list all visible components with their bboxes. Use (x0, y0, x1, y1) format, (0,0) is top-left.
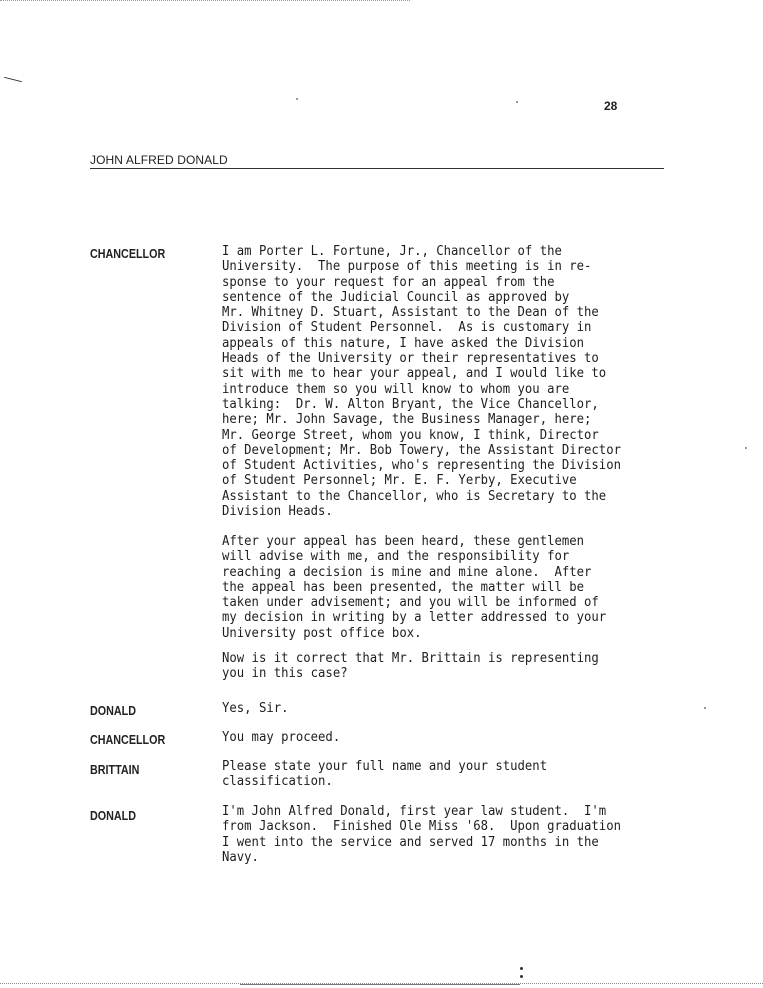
speaker-label: BRITTAIN (90, 763, 140, 777)
speaker-label: CHANCELLOR (90, 733, 166, 747)
speech-paragraph: You may proceed. (222, 730, 341, 745)
scan-speck (745, 447, 747, 449)
page-header-name: JOHN ALFRED DONALD (90, 153, 228, 167)
speaker-label: DONALD (90, 704, 136, 718)
scan-speck (516, 101, 518, 103)
speech-paragraph: I am Porter L. Fortune, Jr., Chancellor of the University. The purpose of this meeting is in re- sponse to your request for an appeal from the sentence of the Judicial Council as approved by Mr. Whitney D. Stuart, Assistant to the Dean of the Division of Student Personnel. As is customary in appeals of this nature, I have asked the Division Heads of the University or their representatives to sit with me to hear your appeal, and I would like to introduce them so you will know to whom you are talking: Dr. W. Alton Bryant, the Vice Chancellor, here; Mr. John Savage, the Business Manager, here; Mr. George Street, whom you know, I think, Director of Development; Mr. Bob Towery, the Assistant Director of Student Activities, who's representing the Division of Student Personnel; Mr. E. F. Yerby, Executive Assistant to the Chancellor, who is Secretary to the Division Heads. (222, 244, 621, 520)
scan-speck (520, 975, 523, 978)
speech-paragraph: After your appeal has been heard, these gentlemen will advise with me, and the responsibility for reaching a decision is mine and mine alone. After the appeal has been presented, the matter will be taken under advisement; and you will be informed of my decision in writing by a letter addressed to your University post office box. (222, 534, 607, 641)
top-edge-dotted-line (0, 0, 410, 1)
bottom-edge-line (240, 984, 520, 985)
scan-mark (4, 77, 22, 82)
speech-paragraph: Now is it correct that Mr. Brittain is representing you in this case? (222, 651, 599, 682)
speaker-label: CHANCELLOR (90, 247, 166, 261)
page-number: 28 (604, 99, 618, 113)
speech-paragraph: Please state your full name and your student classification. (222, 759, 548, 790)
speaker-label: DONALD (90, 809, 136, 823)
speech-paragraph: I'm John Alfred Donald, first year law student. I'm from Jackson. Finished Ole Miss '68. Upon graduation I went into the service and served 17 months in the Navy. (222, 804, 621, 865)
scan-speck (296, 98, 298, 100)
scan-speck (704, 707, 706, 709)
speech-paragraph: Yes, Sir. (222, 701, 289, 716)
scan-speck (520, 967, 523, 970)
header-rule (90, 168, 664, 169)
